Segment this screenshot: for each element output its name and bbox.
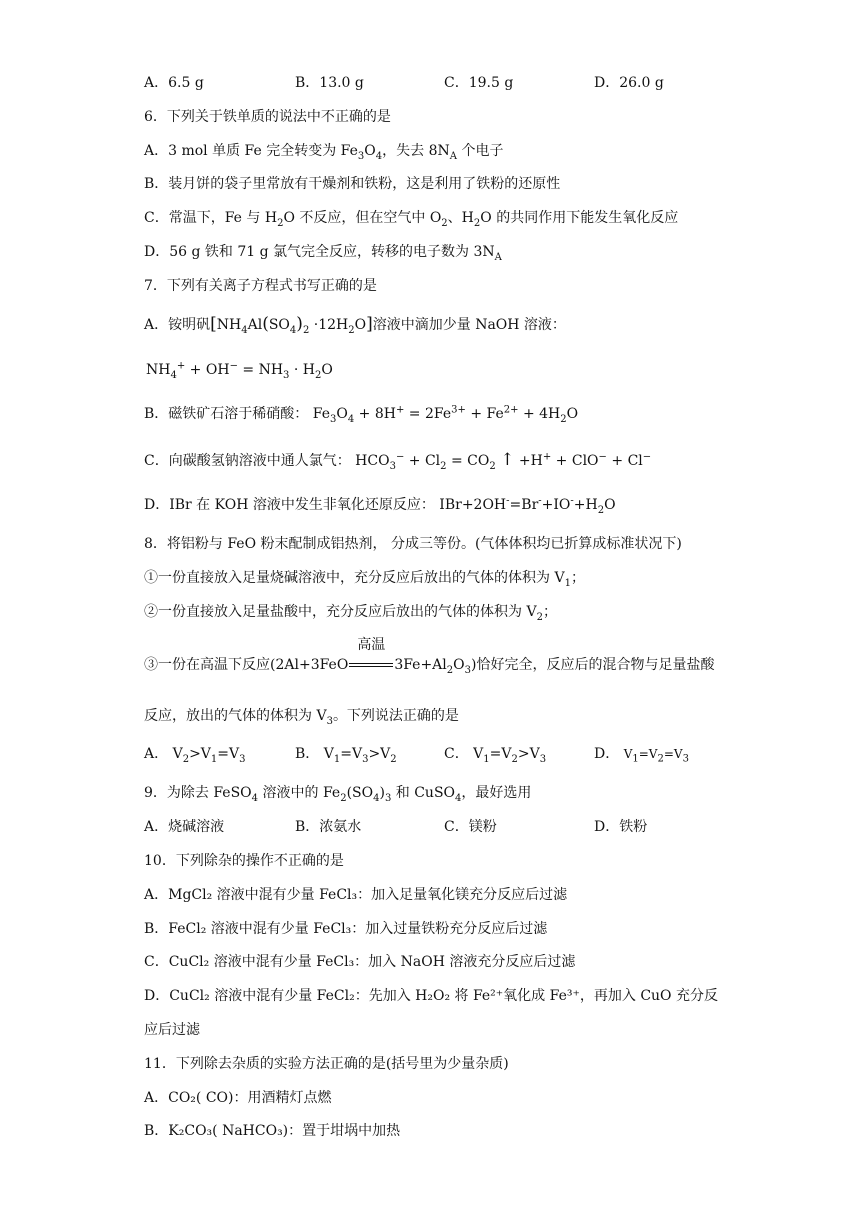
q9-option-c: C．镁粉 <box>444 819 497 835</box>
q8-statement-2: ②一份直接放入足量盐酸中，充分反应后放出的气体的体积为 $V_2$； <box>144 604 557 623</box>
reaction-condition: 高温 <box>357 637 386 653</box>
q10-option-d: D．CuCl₂ 溶液中混有少量 FeCl₂：先加入 H₂O₂ 将 Fe²⁺氧化成 Fe³⁺，再加入 CuO 充分反 <box>144 988 718 1004</box>
q8-stem: 8．将铝粉与 FeO 粉末配制成铝热剂， 分成三等份。(气体体积均已折算成标准状况下) <box>144 536 682 552</box>
q6-option-b: B．装月饼的袋子里常放有干燥剂和铁粉，这是利用了铁粉的还原性 <box>144 176 561 192</box>
q10-option-d-cont: 应后过滤 <box>144 1022 200 1038</box>
q8-statement-3: ③一份在高温下反应(2Al+3FeO 高温 $3Fe+Al_2O_3$)恰好完全，反应后的混合物与足量盐酸 <box>144 637 715 676</box>
q5-option-a: A．6.5 g <box>144 75 204 91</box>
q9-option-d: D．铁粉 <box>594 819 648 835</box>
q9-option-b: B．浓氨水 <box>295 819 362 835</box>
q10-stem: 10．下列除杂的操作不正确的是 <box>144 853 344 869</box>
q7-option-a-equation: $NH_4^+ + OH^- = NH_3 \cdot H_2O$ <box>146 360 333 381</box>
q7-option-a: A．铵明矾$[NH_4Al(SO_4)_2 \cdot 12H_2O]$溶液中滴加少量 NaOH 溶液： <box>144 314 566 336</box>
q11-option-a: A．CO₂( CO)：用酒精灯点燃 <box>144 1090 332 1106</box>
q9-option-a: A．烧碱溶液 <box>144 819 225 835</box>
q5-option-c: C．19.5 g <box>444 75 514 91</box>
q7-option-d: D．IBr 在 KOH 溶液中发生非氧化还原反应： $IBr+2OH^-=Br^-+IO^-+H_2O$ <box>144 495 616 516</box>
q8-statement-3-cont: 反应，放出的气体的体积为 $V_3$。下列说法正确的是 <box>144 708 459 727</box>
q6-option-d: D．56 g 铁和 71 g 氯气完全反应，转移的电子数为 $3N_A$ <box>144 244 502 263</box>
q6-stem: 6．下列关于铁单质的说法中不正确的是 <box>144 109 391 125</box>
q9-stem: 9．为除去 FeSO$_4$ 溶液中的 $Fe_2(SO_4)_3$ 和 CuSO$_4$，最好选用 <box>144 785 532 804</box>
q10-option-b: B．FeCl₂ 溶液中混有少量 FeCl₃：加入过量铁粉充分反应后过滤 <box>144 921 548 937</box>
q10-option-c: C．CuCl₂ 溶液中混有少量 FeCl₃：加入 NaOH 溶液充分反应后过滤 <box>144 954 576 970</box>
q8-option-d: D． $V_1=V_2=V_3$ <box>594 746 689 765</box>
q5-option-d: D．26.0 g <box>594 75 664 91</box>
q11-option-b: B．K₂CO₃( NaHCO₃)：置于坩埚中加热 <box>144 1123 401 1139</box>
q8-option-b: B． $V_1=V_3>V_2$ <box>295 746 397 765</box>
q6-option-c: C．常温下，Fe 与 $H_2O$ 不反应，但在空气中 $O_2$、$H_2O$ 的共同作用下能发生氧化反应 <box>144 210 679 229</box>
q6-option-a: A．3 mol 单质 Fe 完全转变为 $Fe_3O_4$，失去 $8N_A$ 个电子 <box>144 143 504 162</box>
q5-option-b: B．13.0 g <box>295 75 364 91</box>
q7-option-c: C．向碳酸氢钠溶液中通人氯气： $HCO_3^- + Cl_2 = CO_2$ ↑ +H+ + ClO− + Cl− <box>144 450 652 472</box>
q11-stem: 11．下列除去杂质的实验方法正确的是(括号里为少量杂质) <box>144 1056 509 1072</box>
q10-option-a: A．MgCl₂ 溶液中混有少量 FeCl₃：加入足量氧化镁充分反应后过滤 <box>144 887 568 903</box>
q8-statement-1: ①一份直接放入足量烧碱溶液中，充分反应后放出的气体的体积为 $V_1$； <box>144 570 585 589</box>
q8-option-a: A． $V_2>V_1=V_3$ <box>144 746 246 765</box>
q8-option-c: C． $V_1=V_2>V_3$ <box>444 746 547 765</box>
q7-option-b: B．磁铁矿石溶于稀硝酸： $Fe_3O_4 + 8H^+ = 2Fe^{3+} + Fe^{2+} + 4H_2O$ <box>144 404 579 425</box>
q7-stem: 7．下列有关离子方程式书写正确的是 <box>144 278 377 294</box>
